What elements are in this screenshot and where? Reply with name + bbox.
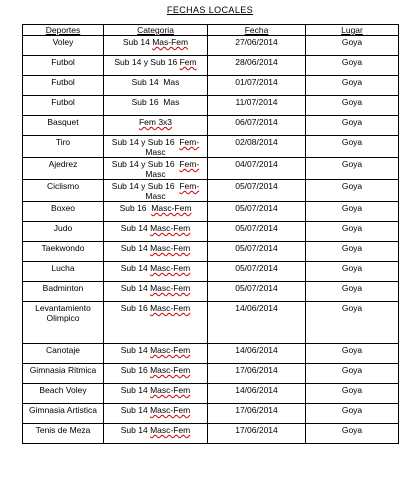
cell-deporte: Gimnasia Artistica <box>23 404 104 424</box>
cell-categoria <box>104 96 208 116</box>
cell-categoria <box>104 136 208 158</box>
cell-fecha: 17/06/2014 <box>208 364 306 384</box>
cell-categoria <box>104 36 208 56</box>
cell-fecha: 05/07/2014 <box>208 282 306 302</box>
cell-categoria <box>104 158 208 180</box>
cell-fecha: 27/06/2014 <box>208 36 306 56</box>
cell-deporte: Taekwondo <box>23 242 104 262</box>
categoria-gender-text: Fem 3x3 <box>138 117 173 127</box>
cell-deporte: Judo <box>23 222 104 242</box>
table-row <box>23 424 399 444</box>
cell-deporte: Tenis de Meza <box>23 424 104 444</box>
table-row <box>23 222 399 242</box>
categoria-gender-text: Fem-Masc <box>145 181 200 201</box>
cell-deporte: Canotaje <box>23 344 104 364</box>
cell-deporte: Lucha <box>23 262 104 282</box>
cell-deporte: Futbol <box>23 56 104 76</box>
cell-deporte: Ajedrez <box>23 158 104 180</box>
categoria-gender-text: Fem <box>179 57 197 67</box>
cell-lugar: Goya <box>306 116 399 136</box>
categoria-gender-text: Masc-Fem <box>151 203 192 213</box>
categoria-text: Sub 14 y Sub 16 <box>111 159 180 169</box>
cell-deporte: Futbol <box>23 96 104 116</box>
cell-fecha: 04/07/2014 <box>208 158 306 180</box>
cell-categoria <box>104 116 208 136</box>
table-row <box>23 282 399 302</box>
cell-lugar: Goya <box>306 384 399 404</box>
cell-deporte: Ciclismo <box>23 180 104 202</box>
table-row <box>23 404 399 424</box>
cell-categoria <box>104 404 208 424</box>
cell-deporte: Basquet <box>23 116 104 136</box>
cell-lugar: Goya <box>306 282 399 302</box>
cell-categoria <box>104 202 208 222</box>
cell-lugar: Goya <box>306 202 399 222</box>
categoria-gender-text: Masc-Fem <box>150 405 191 415</box>
table-header-row <box>23 25 399 36</box>
categoria-text: Sub 16 <box>119 203 152 213</box>
cell-lugar: Goya <box>306 76 399 96</box>
cell-fecha: 14/06/2014 <box>208 344 306 364</box>
cell-deporte: Gimnasia Ritmica <box>23 364 104 384</box>
cell-lugar: Goya <box>306 136 399 158</box>
cell-categoria <box>104 262 208 282</box>
cell-lugar: Goya <box>306 344 399 364</box>
cell-lugar: Goya <box>306 242 399 262</box>
cell-fecha: 14/06/2014 <box>208 302 306 344</box>
cell-fecha: 05/07/2014 <box>208 242 306 262</box>
table-row <box>23 96 399 116</box>
categoria-text: Sub 14 <box>120 345 151 355</box>
cell-categoria <box>104 424 208 444</box>
cell-categoria <box>104 364 208 384</box>
table-row <box>23 302 399 344</box>
categoria-text: Sub 16 <box>120 365 151 375</box>
categoria-gender-text: Masc-Fem <box>150 283 191 293</box>
categoria-text: Sub 14 <box>120 283 151 293</box>
categoria-gender-text: Masc-Fem <box>150 303 191 313</box>
categoria-gender-text: Masc-Fem <box>150 243 191 253</box>
table-row <box>23 36 399 56</box>
events-table <box>22 24 399 444</box>
categoria-gender-text: Fem-Masc <box>145 159 200 179</box>
table-row <box>23 202 399 222</box>
categoria-text: Sub 14 <box>120 385 151 395</box>
categoria-text: Sub 14 Mas <box>131 77 180 87</box>
cell-deporte: Boxeo <box>23 202 104 222</box>
table-row <box>23 116 399 136</box>
cell-fecha: 02/08/2014 <box>208 136 306 158</box>
cell-lugar: Goya <box>306 364 399 384</box>
cell-lugar: Goya <box>306 180 399 202</box>
table-row <box>23 364 399 384</box>
categoria-text: Sub 16 Mas <box>131 97 180 107</box>
cell-categoria <box>104 76 208 96</box>
cell-categoria <box>104 384 208 404</box>
table-row <box>23 76 399 96</box>
table-row <box>23 262 399 282</box>
categoria-gender-text: Mas-Fem <box>152 37 189 47</box>
cell-fecha: 05/07/2014 <box>208 180 306 202</box>
categoria-text: Sub 14 y Sub 16 <box>114 57 180 67</box>
cell-fecha: 01/07/2014 <box>208 76 306 96</box>
categoria-text: Sub 14 <box>120 243 151 253</box>
cell-lugar: Goya <box>306 96 399 116</box>
table-row <box>23 136 399 158</box>
table-row <box>23 344 399 364</box>
cell-deporte: Futbol <box>23 76 104 96</box>
categoria-text: Sub 14 <box>120 223 151 233</box>
cell-fecha: 17/06/2014 <box>208 404 306 424</box>
categoria-gender-text: Masc-Fem <box>150 425 191 435</box>
cell-categoria <box>104 302 208 344</box>
cell-lugar: Goya <box>306 222 399 242</box>
categoria-gender-text: Masc-Fem <box>150 223 191 233</box>
cell-lugar: Goya <box>306 36 399 56</box>
cell-categoria <box>104 282 208 302</box>
cell-fecha: 05/07/2014 <box>208 222 306 242</box>
document-title: FECHAS LOCALES <box>166 5 254 15</box>
column-header-lugar: Lugar <box>306 25 399 36</box>
cell-fecha: 06/07/2014 <box>208 116 306 136</box>
categoria-gender-text: Masc-Fem <box>150 365 191 375</box>
categoria-text: Sub 14 <box>120 263 151 273</box>
categoria-gender-text: Masc-Fem <box>150 385 191 395</box>
cell-fecha: 17/06/2014 <box>208 424 306 444</box>
cell-lugar: Goya <box>306 262 399 282</box>
column-header-categoria: Categoria <box>104 25 208 36</box>
cell-categoria <box>104 242 208 262</box>
cell-fecha: 14/06/2014 <box>208 384 306 404</box>
cell-fecha: 28/06/2014 <box>208 56 306 76</box>
cell-fecha: 05/07/2014 <box>208 202 306 222</box>
column-header-deportes: Deportes <box>23 25 104 36</box>
table-row <box>23 242 399 262</box>
categoria-text: Sub 16 <box>120 303 151 313</box>
categoria-text: Sub 14 <box>122 37 153 47</box>
column-header-fecha: Fecha <box>208 25 306 36</box>
cell-deporte: Voley <box>23 36 104 56</box>
cell-fecha: 11/07/2014 <box>208 96 306 116</box>
table-row <box>23 384 399 404</box>
categoria-text: Sub 14 <box>120 425 151 435</box>
cell-categoria <box>104 180 208 202</box>
cell-categoria <box>104 222 208 242</box>
table-row <box>23 180 399 202</box>
cell-lugar: Goya <box>306 56 399 76</box>
table-row <box>23 56 399 76</box>
cell-lugar: Goya <box>306 404 399 424</box>
cell-deporte: Beach Voley <box>23 384 104 404</box>
cell-categoria <box>104 344 208 364</box>
cell-lugar: Goya <box>306 424 399 444</box>
categoria-gender-text: Masc-Fem <box>150 345 191 355</box>
table-row <box>23 158 399 180</box>
cell-deporte: Badminton <box>23 282 104 302</box>
categoria-text: Sub 14 y Sub 16 <box>111 137 180 147</box>
cell-deporte: Tiro <box>23 136 104 158</box>
cell-fecha: 05/07/2014 <box>208 262 306 282</box>
categoria-gender-text: Masc-Fem <box>150 263 191 273</box>
cell-categoria <box>104 56 208 76</box>
cell-lugar: Goya <box>306 302 399 344</box>
categoria-gender-text: Fem-Masc <box>145 137 200 157</box>
cell-deporte: Levantamiento Olimpico <box>23 302 104 344</box>
cell-lugar: Goya <box>306 158 399 180</box>
categoria-text: Sub 14 <box>120 405 151 415</box>
categoria-text: Sub 14 y Sub 16 <box>111 181 180 191</box>
